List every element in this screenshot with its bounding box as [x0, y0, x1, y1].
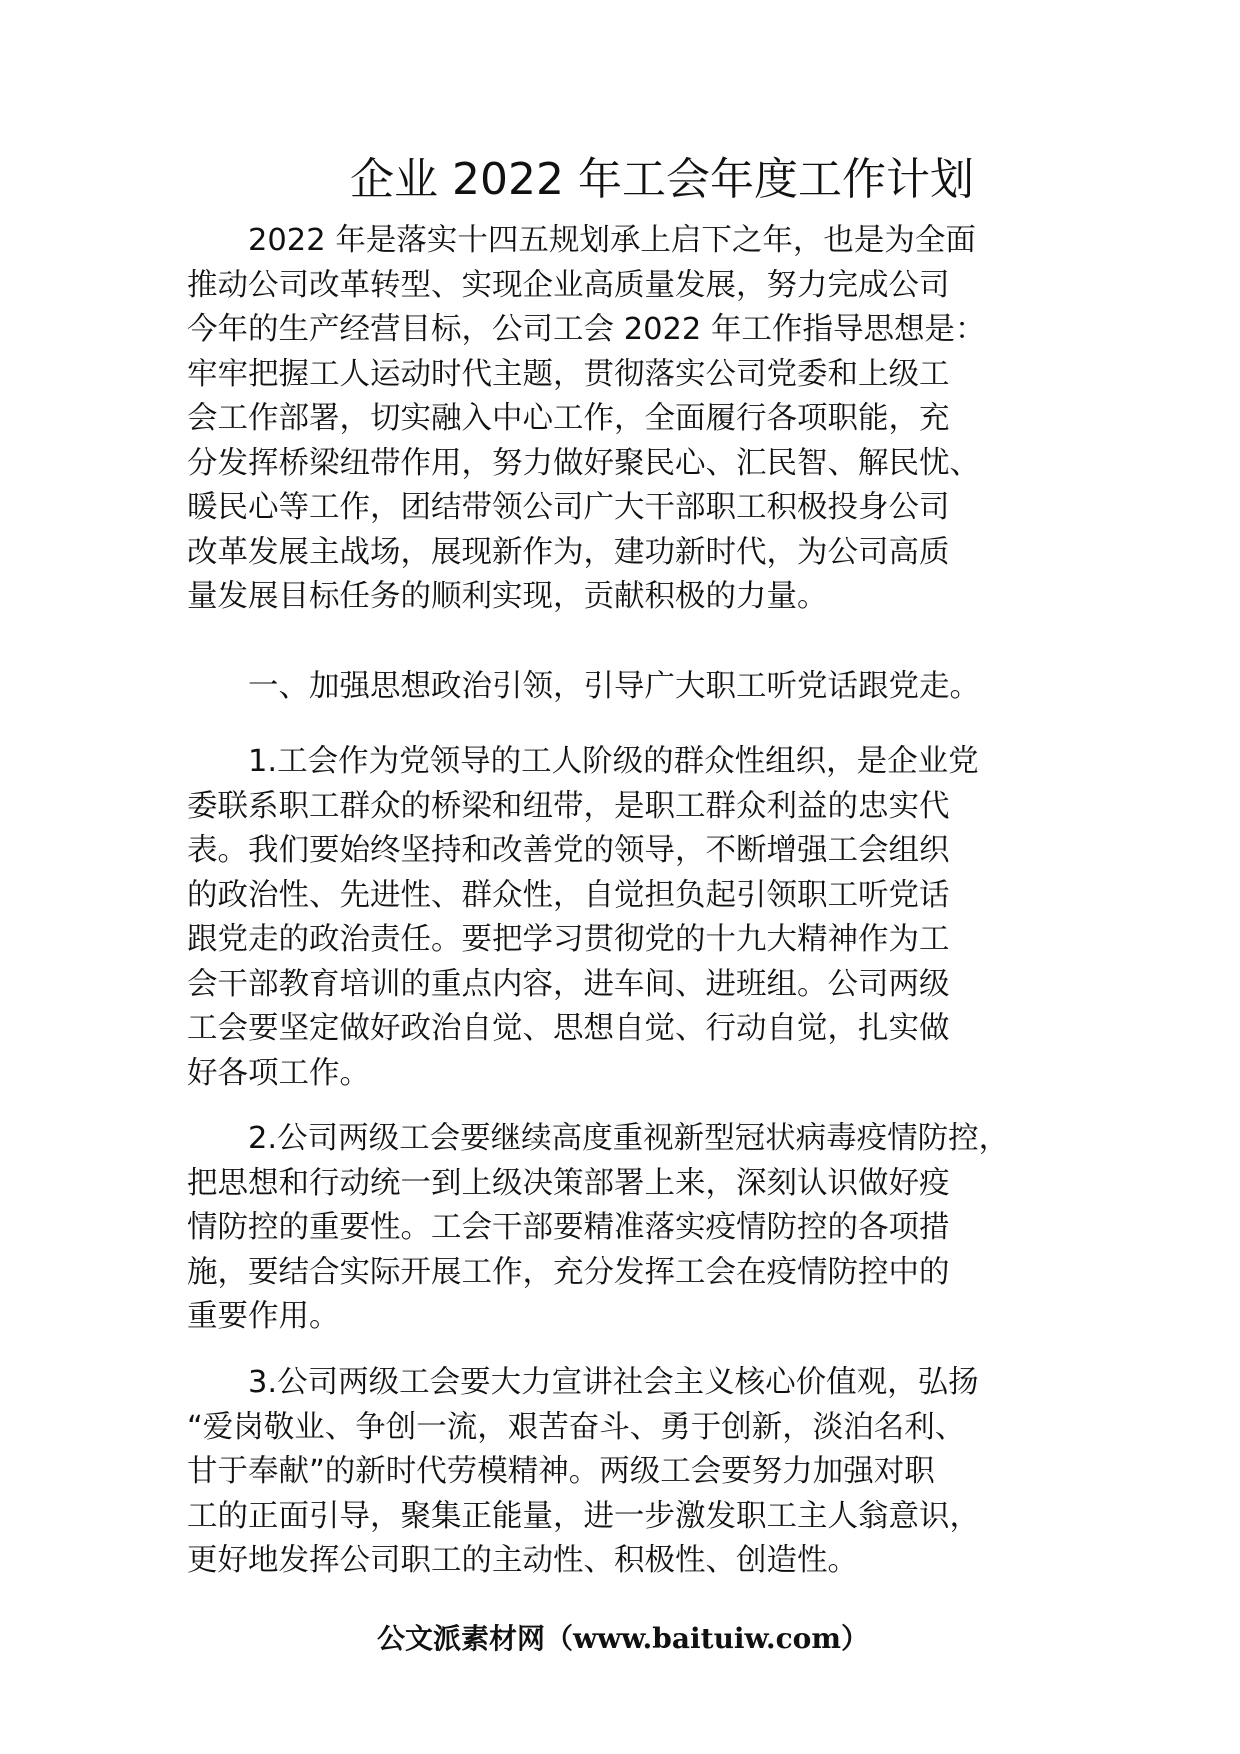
paragraph-intro — [187, 219, 986, 620]
paragraph-line: 委联系职工群众的桥梁和纽带，是职工群众利益的忠实代 — [187, 788, 950, 824]
paragraph-line: 更好地发挥公司职工的主动性、积极性、创造性。 — [187, 1543, 858, 1578]
paragraph-line: 量发展目标任务的顺利实现，贡献积极的力量。 — [187, 579, 828, 614]
paragraph-line: 重要作用。 — [187, 1299, 340, 1334]
paragraph-line: 2.公司两级工会要继续高度重视新型冠状病毒疫情防控， — [187, 1121, 1010, 1156]
paragraph-line: 牢牢把握工人运动时代主题，贯彻落实公司党委和上级工 — [187, 356, 950, 392]
paragraph-line: 3.公司两级工会要大力宣讲社会主义核心价值观，弘扬 — [187, 1365, 979, 1400]
paragraph-line: 情防控的重要性。工会干部要精准落实疫情防控的各项措 — [187, 1210, 950, 1245]
paragraph-line: 1.工会作为党领导的工人阶级的群众性组织，是企业党 — [187, 744, 979, 779]
paragraph-line: 分发挥桥梁纽带作用，努力做好聚民心、汇民智、解民忧、 — [187, 445, 980, 481]
paragraph-line: 甘于奉献”的新时代劳模精神。两级工会要努力加强对职 — [187, 1454, 935, 1489]
paragraph-line: 改革发展主战场，展现新作为，建功新时代，为公司高质 — [187, 534, 950, 570]
paragraph-line: 施，要结合实际开展工作，充分发挥工会在疫情防控中的 — [187, 1254, 950, 1290]
section-heading-1 — [187, 665, 980, 710]
paragraph-line: 工的正面引导，聚集正能量，进一步激发职工主人翁意识， — [187, 1498, 980, 1534]
paragraph-line: 2022 年是落实十四五规划承上启下之年，也是为全面 — [187, 223, 976, 258]
paragraph-line: 好各项工作。 — [187, 1055, 370, 1091]
footer-watermark: 公文派素材网（www.baituiw.com） — [377, 1622, 869, 1655]
paragraph-line: 把思想和行动统一到上级决策部署上来，深刻认识做好疫 — [187, 1165, 950, 1201]
paragraph-item-2 — [187, 1117, 1009, 1340]
paragraph-line: 的政治性、先进性、群众性，自觉担负起引领职工听党话 — [187, 877, 950, 913]
document-title: 企业 2022 年工会年度工作计划 — [350, 154, 974, 205]
paragraph-line: 今年的生产经营目标，公司工会 2022 年工作指导思想是： — [187, 312, 986, 347]
paragraph-line: 会工作部署，切实融入中心工作，全面履行各项职能，充 — [187, 401, 950, 436]
paragraph-item-1 — [187, 740, 979, 1096]
paragraph-item-3 — [187, 1361, 980, 1584]
paragraph-line: 工会要坚定做好政治自觉、思想自觉、行动自觉，扎实做 — [187, 1011, 950, 1046]
section-heading-line: 一、加强思想政治引领，引导广大职工听党话跟党走。 — [187, 669, 980, 704]
paragraph-line: 推动公司改革转型、实现企业高质量发展，努力完成公司 — [187, 267, 950, 303]
paragraph-line: 会干部教育培训的重点内容，进车间、进班组。公司两级 — [187, 966, 950, 1002]
paragraph-line: 表。我们要始终坚持和改善党的领导，不断增强工会组织 — [187, 833, 950, 868]
paragraph-line: 跟党走的政治责任。要把学习贯彻党的十九大精神作为工 — [187, 922, 950, 957]
paragraph-line: 暖民心等工作，团结带领公司广大干部职工积极投身公司 — [187, 490, 950, 525]
paragraph-line: “爱岗敬业、争创一流，艰苦奋斗、勇于创新，淡泊名利、 — [187, 1409, 966, 1445]
